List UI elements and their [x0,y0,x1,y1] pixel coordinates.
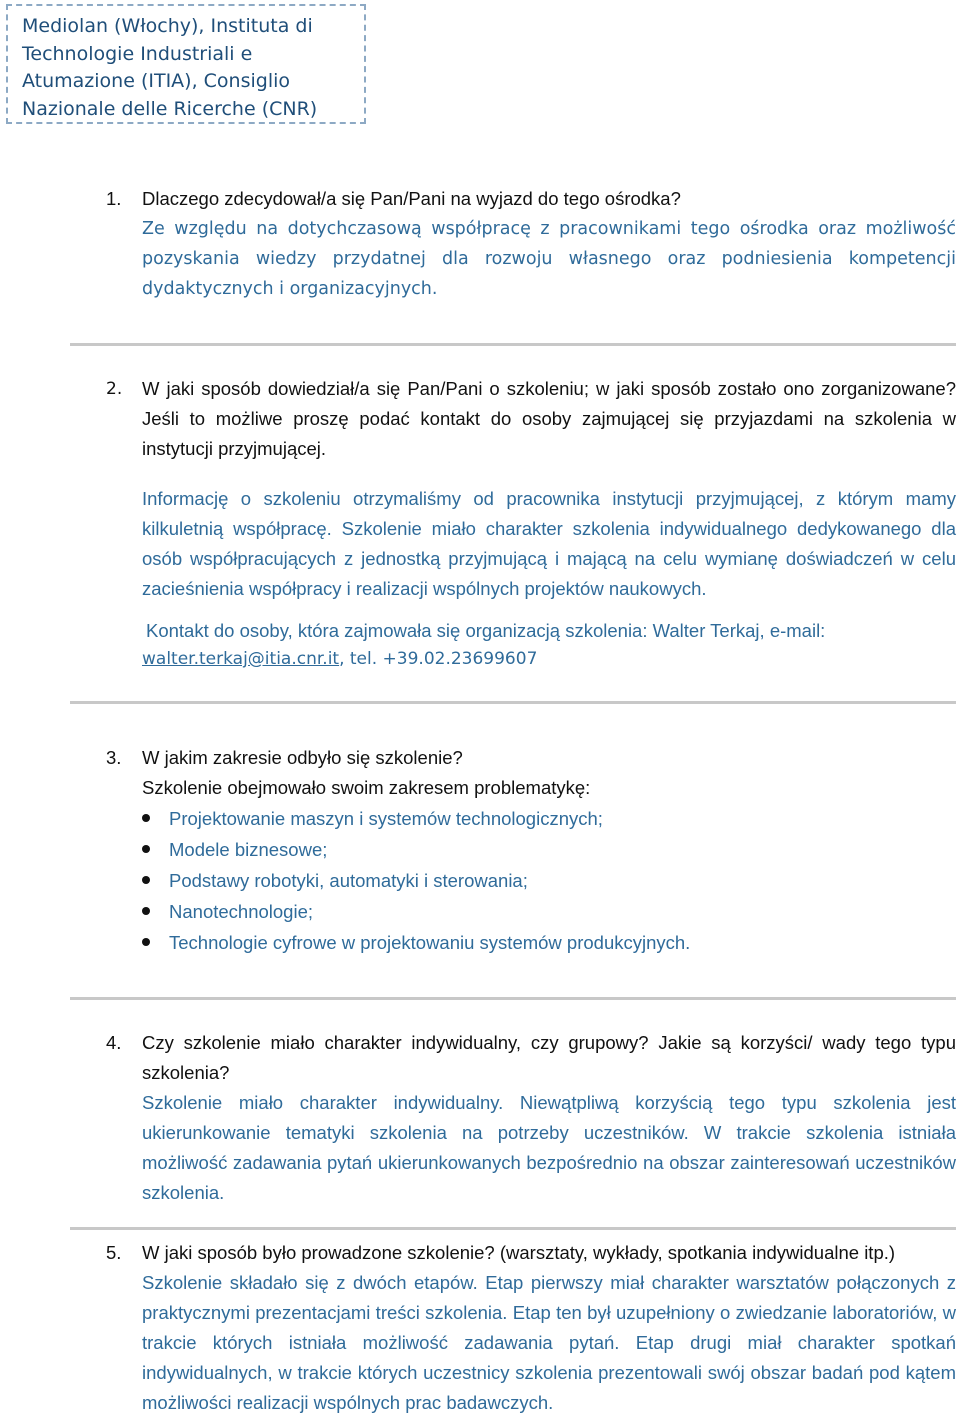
institution-header-box [6,4,366,124]
email-link[interactable]: walter.terkaj@itia.cnr.it [142,649,340,669]
list-item: Nanotechnologie; [142,896,956,927]
list-item: Technologie cyfrowe w projektowaniu systemów produkcyjnych. [142,927,956,958]
header-line: Nazionale delle Ricerche (CNR) [22,97,318,120]
question-text: W jaki sposób dowiedział/a się Pan/Pani o szkoleniu; w jaki sposób zostało ono zorganizowane? Jeśli to możliwe proszę podać kontakt do osoby zajmującej się przyjazdami na szkolenia w instytucji przyjmującej. [142,378,956,459]
question-number: 4. [106,1032,122,1053]
contact-prefix: Kontakt do osoby, która zajmowała się organizacją szkolenia: Walter Terkaj, e-mail: [146,620,826,641]
question-number: 1. [106,188,122,209]
answer-text: Ze względu na dotychczasową współpracę z pracownikami tego ośrodka oraz możliwość pozyskania wiedzy przydatnej dla rozwoju własnego oraz podniesienia kompetencji dydaktycznych i organizacyjnych. [142,219,956,299]
scope-list [142,803,956,958]
header-line: Mediolan (Włochy), Instituta di [22,15,313,37]
bullet-icon [142,938,150,946]
answer-text: Szkolenie składało się z dwóch etapów. Etap pierwszy miał charakter warsztatów połączonych z praktycznymi prezentacjami treści szkolenia. Etap ten był uzupełniony o zwiedzanie laboratoriów, w trakcie których istniała możliwość zadawania pytań. Etap drugi miał charakter spotkań indywidualnych, w trakcie których uczestnicy szkolenia prezentowali swój obszar badań pod kątem możliwości realizacji wspólnych prac badawczych. [142,1272,956,1413]
bullet-icon [142,814,150,822]
divider [70,343,956,346]
question-text: Dlaczego zdecydował/a się Pan/Pani na wyjazd do tego ośrodka? [142,188,681,209]
header-line: Atumazione (ITIA), Consiglio [22,70,291,92]
question-number: 5. [106,1242,122,1263]
question-text: Czy szkolenie miało charakter indywidualny, czy grupowy? Jakie są korzyści/ wady tego typu szkolenia? [142,1032,956,1083]
divider [70,997,956,1000]
list-item: Podstawy robotyki, automatyki i sterowania; [142,865,956,896]
list-item: Modele biznesowe; [142,834,956,865]
bullet-icon [142,876,150,884]
answer-text: Informację o szkoleniu otrzymaliśmy od pracownika instytucji przyjmującej, z którym mamy kilkuletnią współpracę. Szkolenie miało charakter szkolenia indywidualnego dedykowanego dla osób współpracujących z jednostką przyjmującą i mającą na celu wymianę doświadczeń w celu zacieśnienia współpracy i realizacji wspólnych projektów naukowych. [142,488,956,599]
question-number: 3. [106,747,122,768]
question-1 [106,184,956,304]
header-line: Technologie Industriali e [22,42,253,65]
divider [70,701,956,704]
list-item: Projektowanie maszyn i systemów technologicznych; [142,803,956,834]
question-text: W jakim zakresie odbyło się szkolenie? [142,747,463,768]
question-3 [106,743,956,958]
bullet-icon [142,845,150,853]
bullet-icon [142,907,150,915]
contact-details [142,646,956,672]
question-number: 2. [106,379,123,399]
phone-number: , tel. +39.02.23699607 [339,649,538,669]
scope-intro: Szkolenie obejmowało swoim zakresem problematykę: [142,777,591,798]
contact-info [146,616,956,646]
answer-text: Szkolenie miało charakter indywidualny. Niewątpliwą korzyścią tego typu szkolenia jest ukierunkowanie tematyki szkolenia na potrzeby uczestników. W trakcie szkolenia istniała możliwość zadawania pytań ukierunkowanych bezpośrednio na obszar zainteresowań uczestników szkolenia. [142,1092,956,1203]
question-5 [106,1238,956,1418]
question-2 [106,374,956,672]
divider [70,1227,956,1230]
question-4 [106,1028,956,1208]
question-text: W jaki sposób było prowadzone szkolenie? (warsztaty, wykłady, spotkania indywidualne itp.) [142,1242,896,1263]
